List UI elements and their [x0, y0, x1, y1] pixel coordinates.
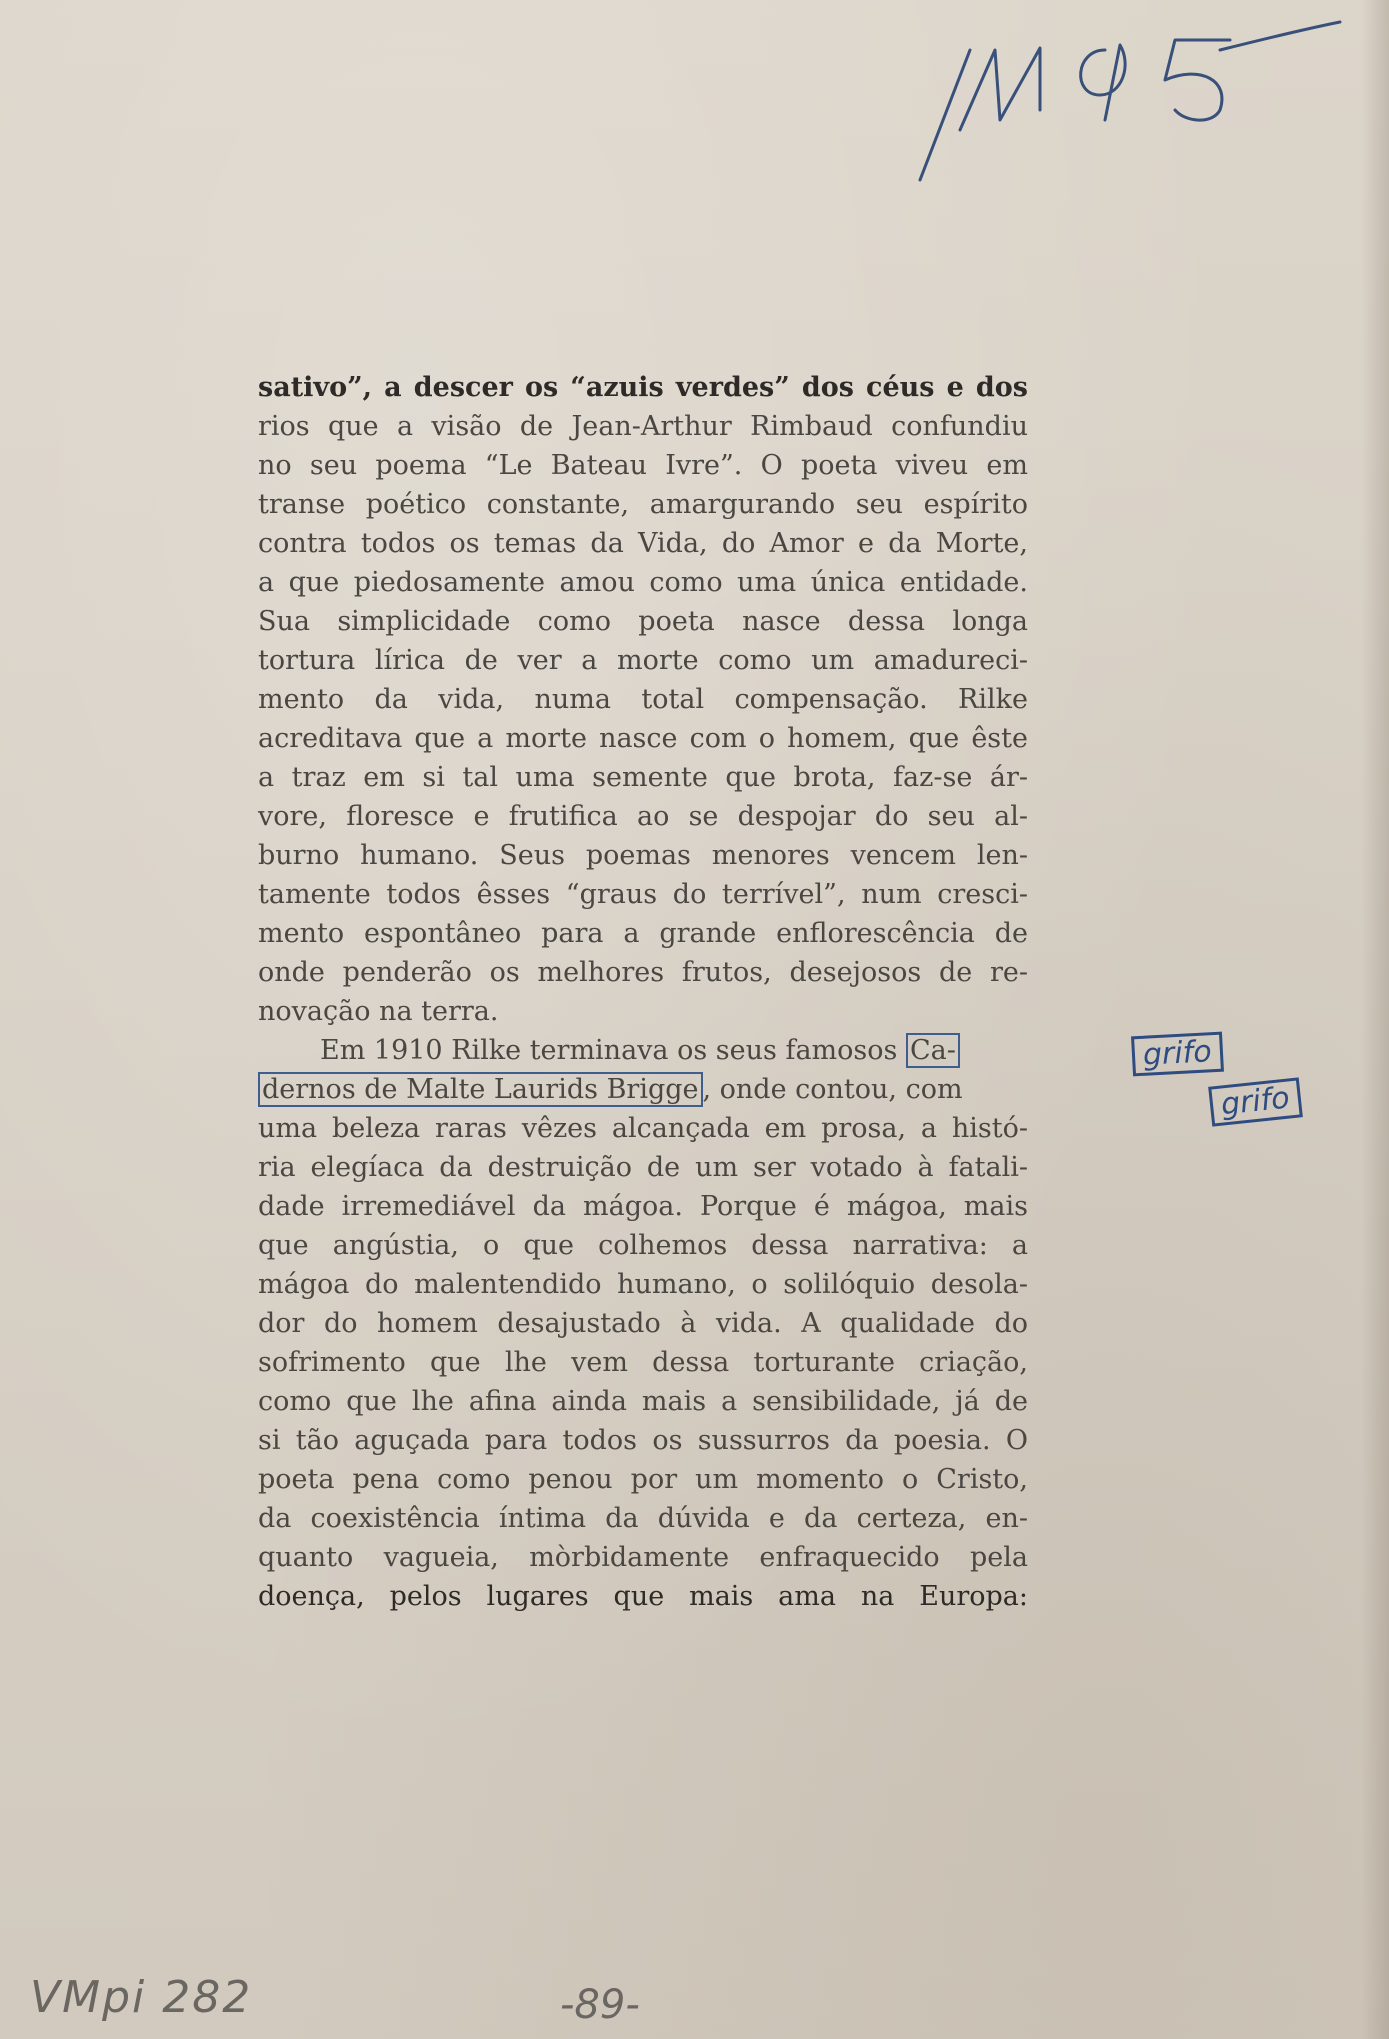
text-line: acreditava que a morte nasce com o homem, que êste	[258, 723, 1028, 754]
text-line: a que piedosamente amou como uma única entidade.	[258, 567, 1028, 598]
text-line: no seu poema “Le Bateau Ivre”. O poeta viveu em	[258, 450, 1028, 481]
paper-edge-shadow	[1361, 0, 1389, 2039]
text-line: mento da vida, numa total compensação. Rilke	[258, 684, 1028, 715]
text-line: sativo”, a descer os “azuis verdes” dos céus e dos	[258, 372, 1028, 403]
text-line: ria elegíaca da destruição de um ser votado à fatali-	[258, 1152, 1028, 1183]
text-line: burno humano. Seus poemas menores vencem len-	[258, 840, 1028, 871]
marked-title-start: Ca-	[906, 1033, 960, 1068]
text-line: a traz em si tal uma semente que brota, faz-se ár-	[258, 762, 1028, 793]
text-line: quanto vagueia, mòrbidamente enfraquecido pela	[258, 1542, 1028, 1573]
paragraph-2-second-line	[258, 1070, 1028, 1109]
text-line: uma beleza raras vêzes alcançada em prosa, a histó-	[258, 1113, 1028, 1144]
text-line: da coexistência íntima da dúvida e da certeza, en-	[258, 1503, 1028, 1534]
archive-note-pencil: VMpi 282	[30, 1972, 253, 2023]
paragraph-2-first-line	[258, 1031, 1028, 1070]
text-line: transe poético constante, amargurando seu espírito	[258, 489, 1028, 520]
page-number: -89-	[560, 1982, 640, 2028]
text-line: como que lhe afina ainda mais a sensibilidade, já de	[258, 1386, 1028, 1417]
text-line: dade irremediável da mágoa. Porque é mágoa, mais	[258, 1191, 1028, 1222]
text-line: si tão aguçada para todos os sussurros da poesia. O	[258, 1425, 1028, 1456]
text-line: mágoa do malentendido humano, o solilóquio desola-	[258, 1269, 1028, 1300]
text-segment: , onde contou, com	[702, 1074, 963, 1105]
text-line: sofrimento que lhe vem dessa torturante criação,	[258, 1347, 1028, 1378]
body-text	[258, 368, 1028, 1616]
text-line: vore, floresce e frutifica ao se despojar do seu al-	[258, 801, 1028, 832]
text-line: tamente todos êsses “graus do terrível”, num cresci-	[258, 879, 1028, 910]
text-line: rios que a visão de Jean-Arthur Rimbaud confundiu	[258, 411, 1028, 442]
text-line: Sua simplicidade como poeta nasce dessa longa	[258, 606, 1028, 637]
text-line: tortura lírica de ver a morte como um amadureci-	[258, 645, 1028, 676]
text-line: mento espontâneo para a grande enflorescência de	[258, 918, 1028, 949]
text-segment: Em 1910 Rilke terminava os seus famosos	[320, 1035, 898, 1066]
margin-note-grifo: grifo	[1131, 1032, 1224, 1077]
text-line: onde penderão os melhores frutos, desejosos de re-	[258, 957, 1028, 988]
marked-title-end: dernos de Malte Laurids Brigge	[258, 1072, 703, 1107]
text-line: novação na terra.	[258, 996, 499, 1027]
text-line: doença, pelos lugares que mais ama na Europa:	[258, 1581, 1028, 1612]
margin-note-grifo: grifo	[1208, 1077, 1302, 1126]
text-line: contra todos os temas da Vida, do Amor e da Morte,	[258, 528, 1028, 559]
folio-number-handwritten	[900, 10, 1360, 210]
text-line: que angústia, o que colhemos dessa narrativa: a	[258, 1230, 1028, 1261]
text-line: poeta pena como penou por um momento o Cristo,	[258, 1464, 1028, 1495]
folio-number-text: M95	[900, 10, 903, 11]
text-line: dor do homem desajustado à vida. A qualidade do	[258, 1308, 1028, 1339]
